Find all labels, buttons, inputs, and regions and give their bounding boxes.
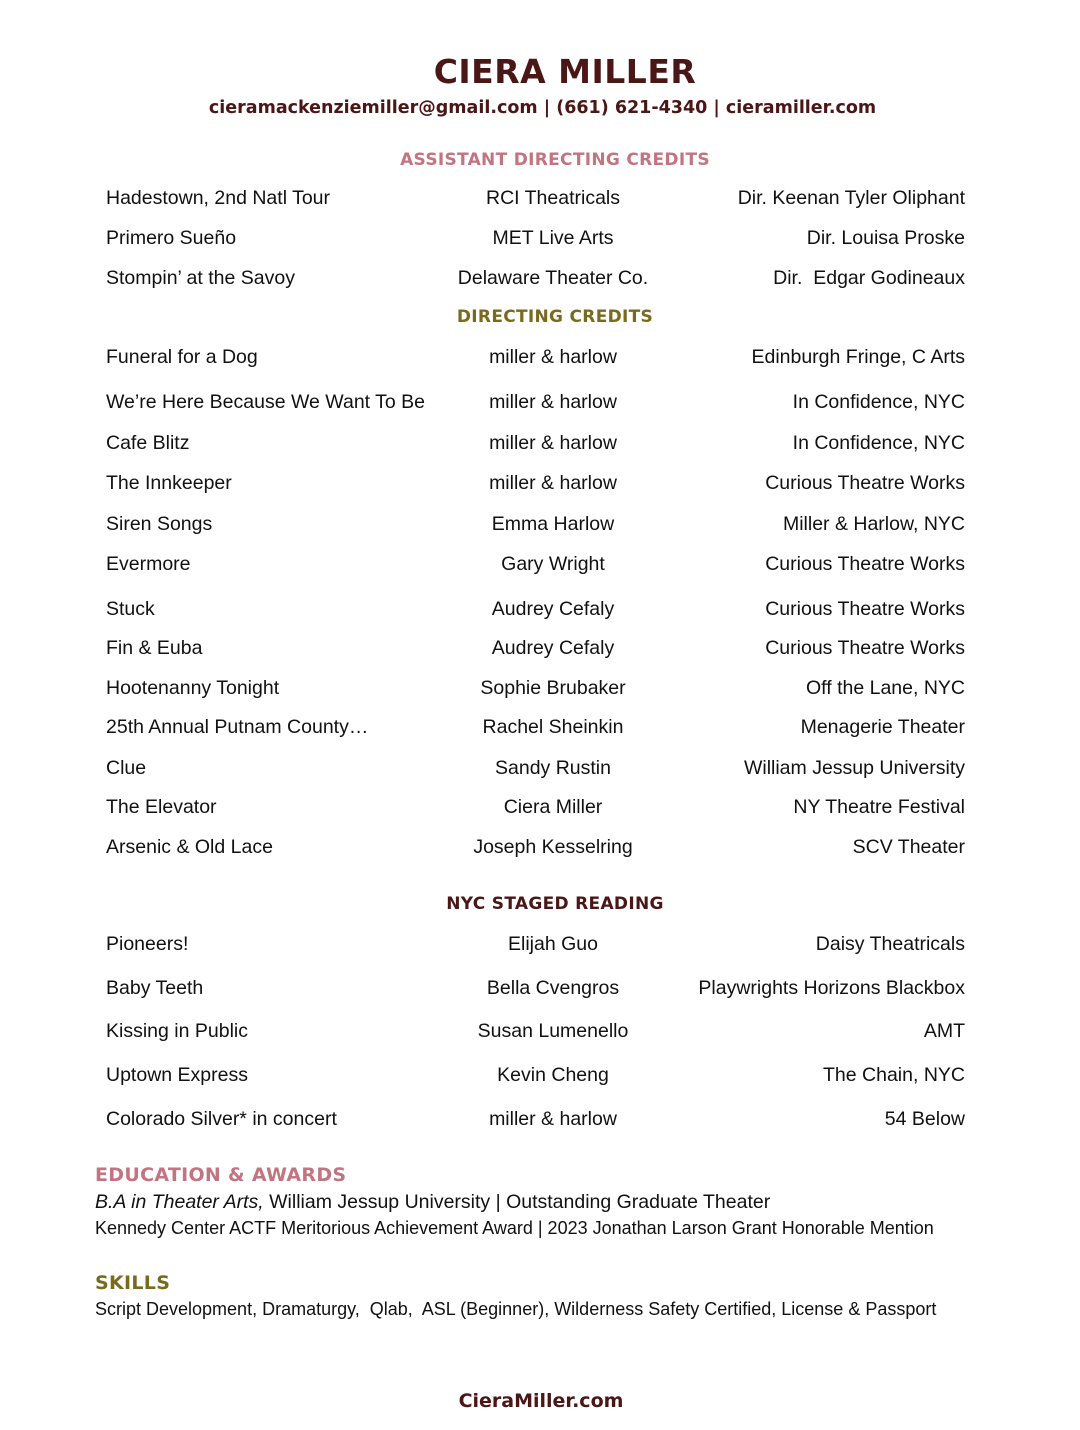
credit-title: 25th Annual Putnam County…	[106, 716, 369, 738]
credit-row	[106, 677, 965, 701]
credit-row	[106, 716, 965, 740]
credit-row	[106, 598, 965, 622]
credit-author: Susan Lumenello	[477, 1020, 629, 1042]
credit-author: Ciera Miller	[503, 796, 603, 818]
credit-author: Bella Cvengros	[486, 977, 620, 999]
credit-author: Gary Wright	[501, 553, 605, 575]
credit-venue: Menagerie Theater	[800, 716, 965, 738]
skills-text: Script Development, Dramaturgy, Qlab, ASL (Beginner), Wilderness Safety Certified, License & Passport	[95, 1299, 937, 1319]
credit-author: Audrey Cefaly	[491, 598, 615, 620]
credit-title: Pioneers!	[106, 933, 189, 955]
credit-venue: In Confidence, NYC	[792, 432, 965, 454]
credit-title: Cafe Blitz	[106, 432, 190, 454]
credit-author: miller & harlow	[489, 346, 617, 368]
credit-author: Audrey Cefaly	[491, 637, 615, 659]
education-heading: EDUCATION & AWARDS	[95, 1164, 347, 1186]
education-degree-line	[95, 1191, 770, 1214]
credit-author: miller & harlow	[489, 472, 617, 494]
credit-title: Funeral for a Dog	[106, 346, 258, 368]
credit-title: Stuck	[106, 598, 155, 620]
credit-title: Colorado Silver* in concert	[106, 1108, 337, 1130]
credit-author: RCI Theatricals	[485, 187, 621, 209]
credit-author: Rachel Sheinkin	[482, 716, 624, 738]
credit-row	[106, 1020, 965, 1044]
contact-line: cieramackenziemiller@gmail.com | (661) 621-4340 | cieramiller.com	[208, 98, 877, 118]
credit-title: Clue	[106, 757, 147, 779]
credit-row	[106, 933, 965, 957]
credit-title: Evermore	[106, 553, 191, 575]
degree-school: William Jessup University | Outstanding Graduate Theater	[263, 1191, 771, 1213]
credit-venue: Curious Theatre Works	[765, 472, 965, 494]
credit-row	[106, 553, 965, 577]
credit-author: miller & harlow	[489, 432, 617, 454]
credit-author: Sandy Rustin	[495, 757, 611, 779]
skills-heading: SKILLS	[95, 1272, 171, 1294]
footer-website: CieraMiller.com	[458, 1390, 624, 1412]
credit-author: Elijah Guo	[508, 933, 598, 955]
credit-title: Fin & Euba	[106, 637, 203, 659]
credit-venue: Daisy Theatricals	[815, 933, 965, 955]
credit-title: We’re Here Because We Want To Be	[106, 391, 426, 413]
credit-title: Stompin’ at the Savoy	[106, 267, 295, 289]
credit-author: Sophie Brubaker	[480, 677, 626, 699]
degree-name: B.A in Theater Arts,	[95, 1191, 264, 1213]
credit-row	[106, 267, 965, 291]
credit-title: Primero Sueño	[106, 227, 237, 249]
credit-author: miller & harlow	[489, 391, 617, 413]
credit-venue: AMT	[923, 1020, 965, 1042]
resume-name: CIERA MILLER	[433, 52, 697, 91]
credit-row	[106, 796, 965, 820]
credit-row	[106, 977, 965, 1001]
credit-venue: William Jessup University	[743, 757, 965, 779]
credit-title: The Elevator	[106, 796, 217, 818]
credit-venue: Playwrights Horizons Blackbox	[698, 977, 965, 999]
credit-title: Hadestown, 2nd Natl Tour	[106, 187, 331, 209]
credit-venue: NY Theatre Festival	[793, 796, 965, 818]
credit-venue: The Chain, NYC	[823, 1064, 965, 1086]
credit-venue: Dir. Edgar Godineaux	[773, 267, 965, 289]
credit-venue: Curious Theatre Works	[765, 637, 965, 659]
credit-row	[106, 187, 965, 211]
credit-title: Arsenic & Old Lace	[106, 836, 273, 858]
credit-title: The Innkeeper	[106, 472, 232, 494]
credit-row	[106, 513, 965, 537]
awards-line: Kennedy Center ACTF Meritorious Achievement Award | 2023 Jonathan Larson Grant Honorable Mention	[95, 1218, 934, 1238]
credit-venue: Dir. Louisa Proske	[806, 227, 965, 249]
credit-venue: Curious Theatre Works	[765, 553, 965, 575]
credit-row	[106, 346, 965, 370]
credit-row	[106, 637, 965, 661]
credit-author: Kevin Cheng	[497, 1064, 609, 1086]
credit-title: Baby Teeth	[106, 977, 204, 999]
credit-row	[106, 391, 965, 415]
directing-heading: DIRECTING CREDITS	[456, 307, 654, 327]
credit-row	[106, 757, 965, 781]
credit-row	[106, 836, 965, 860]
assistant-directing-heading: ASSISTANT DIRECTING CREDITS	[400, 150, 710, 170]
credit-venue: Edinburgh Fringe, C Arts	[751, 346, 965, 368]
credit-author: Joseph Kesselring	[473, 836, 633, 858]
staged-reading-heading: NYC STAGED READING	[446, 894, 664, 914]
credit-row	[106, 1108, 965, 1132]
credit-venue: 54 Below	[884, 1108, 965, 1130]
credit-row	[106, 472, 965, 496]
credit-title: Siren Songs	[106, 513, 213, 535]
credit-title: Uptown Express	[106, 1064, 248, 1086]
credit-author: Delaware Theater Co.	[457, 267, 649, 289]
credit-author: MET Live Arts	[492, 227, 614, 249]
credit-venue: SCV Theater	[852, 836, 965, 858]
credit-row	[106, 227, 965, 251]
credit-title: Kissing in Public	[106, 1020, 248, 1042]
credit-venue: Dir. Keenan Tyler Oliphant	[737, 187, 965, 209]
credit-venue: In Confidence, NYC	[792, 391, 965, 413]
credit-venue: Miller & Harlow, NYC	[782, 513, 965, 535]
credit-author: miller & harlow	[489, 1108, 617, 1130]
credit-venue: Off the Lane, NYC	[806, 677, 965, 699]
credit-title: Hootenanny Tonight	[106, 677, 280, 699]
credit-author: Emma Harlow	[491, 513, 615, 535]
credit-row	[106, 432, 965, 456]
credit-venue: Curious Theatre Works	[765, 598, 965, 620]
credit-row	[106, 1064, 965, 1088]
